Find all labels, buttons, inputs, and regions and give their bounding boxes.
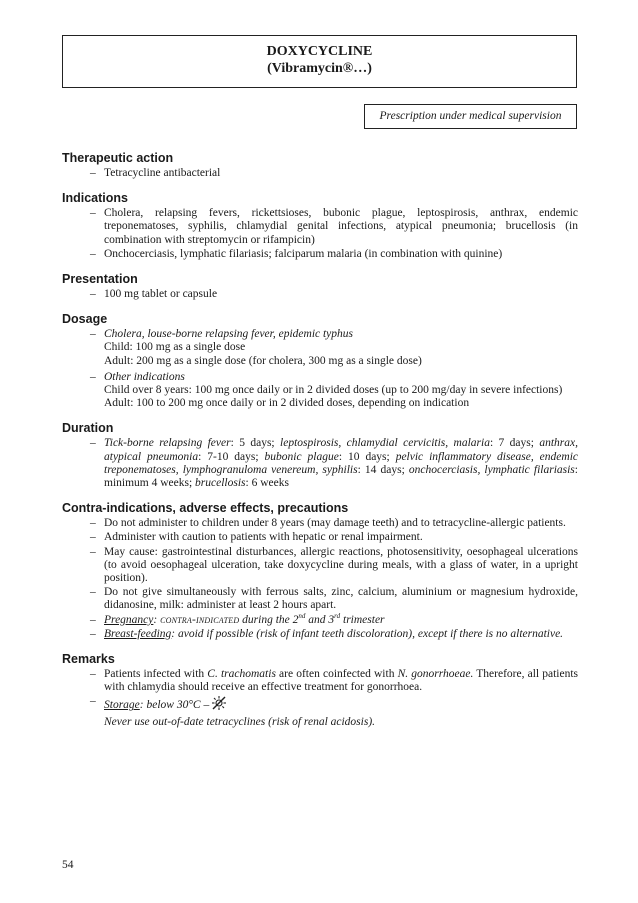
section-heading: Indications (62, 191, 128, 206)
item-text: Do not give simultaneously with ferrous salts, zinc, calcium, aluminium or magnesium hydroxide, didanosine, milk: administer at least 2 hours apart. (104, 586, 578, 612)
list-item: – May cause: gastrointestinal disturbances, allergic reactions, photosensitivity, oesophageal ulcerations (to avoid oesophageal ulceration, take doxycycline during meals, with a glass of water, in a upright position). (90, 545, 578, 585)
pregnancy-text: and 3 (308, 613, 335, 626)
storage-text: : below 30°C – (139, 699, 210, 712)
list-item: – Onchocerciasis, lymphatic filariasis; falciparum malaria (in combination with quinine) (90, 247, 503, 260)
section-contraindications (62, 500, 578, 641)
dosage-group-title: Cholera, louse-borne relapsing fever, epidemic typhus (104, 328, 354, 341)
drug-name: DOXYCYCLINE (266, 44, 373, 59)
storage-item: – Storage: below 30°C – Never use out-of-date tetracyclines (risk of renal acidosis). (62, 695, 578, 728)
page-number: 54 (62, 859, 74, 871)
list-item: – Do not administer to children under 8 years (may damage teeth) and to tetracycline-allergic patients. (90, 517, 566, 530)
list-item: – 100 mg tablet or capsule (90, 288, 218, 301)
item-text: May cause: gastrointestinal disturbances, allergic reactions, photosensitivity, oesophageal ulcerations (to avoid oesophageal ulceration, take doxycycline during meals, with a glass of water, in a upright position). (104, 545, 578, 585)
dosage-child: Child: 100 mg as a single dose (104, 341, 246, 354)
list-item: – Other indications Child over 8 years: 100 mg once daily or in 2 divided doses (up to 200 mg/day in severe infections) Adult: 100 to 200 mg once daily or in 2 divided doses, depending on indication (62, 371, 578, 411)
drug-title-box (62, 35, 577, 88)
section-indications (62, 190, 578, 261)
list-item: – Patients infected with C. trachomatis are often coinfected with N. gonorrhoeae. Therefore, all patients with chlamydia should receive an effective treatment for gonorrhoea. (90, 668, 578, 694)
storage-label: Storage (104, 699, 140, 712)
dosage-adult: Adult: 100 to 200 mg once daily or in 2 divided doses, depending on indication (104, 397, 470, 410)
list-item: – Tetracycline antibacterial (90, 167, 221, 179)
no-light-icon (211, 695, 227, 715)
list-item: – Administer with caution to patients with hepatic or renal impairment. (90, 531, 423, 544)
section-presentation (62, 271, 578, 301)
dosage-group-title: Other indications (104, 370, 185, 383)
monograph-content (62, 150, 578, 734)
list-item: – Tick-borne relapsing fever: 5 days; leptospirosis, chlamydial cervicitis, malaria: 7 days; anthrax, atypical pneumonia: 7-10 days; bubonic plague: 10 days; pelvic inflammatory disease, endemic treponematoses, lymphogranuloma venereum, syphilis: 14 days; onchocerciasis, lymphatic filariasis: minimum 4 weeks; brucellosis: 6 weeks (90, 437, 579, 490)
brand-name: (Vibramycin®…) (267, 61, 372, 76)
item-text: Tetracycline antibacterial (104, 167, 221, 179)
section-heading: Contra-indications, adverse effects, precautions (62, 501, 349, 516)
prescription-note-box (364, 104, 577, 129)
pregnancy-text: trimester (343, 613, 385, 626)
prescription-note: Prescription under medical supervision (379, 110, 562, 122)
item-text: 100 mg tablet or capsule (104, 288, 218, 301)
duration-text: Tick-borne relapsing fever: 5 days; leptospirosis, chlamydial cervicitis, malaria: 7 days; anthrax, atypical pneumonia: 7-10 days; bubonic plague: 10 days; pelvic inflammatory disease, endemic treponematoses, lymphogranuloma venereum, syphilis: 14 days; onchocerciasis, lymphatic filariasis: minimum 4 weeks; brucellosis: 6 weeks (104, 437, 579, 490)
breastfeeding-label: Breast-feeding (104, 627, 172, 640)
list-item: – Cholera, relapsing fevers, rickettsioses, bubonic plague, leptospirosis, anthrax, endemic treponematoses, syphilis, chlamydial genital infections, atypical pneumonia; brucellosis (in combination with streptomycin or rifampicin) (90, 207, 578, 246)
section-remarks (62, 651, 578, 729)
pregnancy-label: Pregnancy (104, 613, 154, 626)
storage-note: Never use out-of-date tetracyclines (risk of renal acidosis). (104, 715, 376, 728)
section-dosage (62, 311, 578, 410)
breastfeeding-item: – Breast-feeding: avoid if possible (risk of infant teeth discoloration), except if there is no alternative. (90, 627, 564, 640)
dosage-adult: Adult: 200 mg as a single dose (for cholera, 300 mg as a single dose) (104, 354, 422, 367)
list-item: – Cholera, louse-borne relapsing fever, epidemic typhus Child: 100 mg as a single dose Adult: 200 mg as a single dose (for cholera, 300 mg as a single dose) (62, 328, 578, 368)
section-duration (62, 420, 578, 490)
item-text: Cholera, relapsing fevers, rickettsioses, bubonic plague, leptospirosis, anthrax, endemic treponematoses, syphilis, chlamydial genital infections, atypical pneumonia; brucellosis (in combination with streptomycin or rifampicin) (104, 207, 578, 246)
section-heading: Therapeutic action (62, 151, 174, 165)
pregnancy-item: – Pregnancy: contra-indicated during the 2nd and 3rd trimester (90, 611, 385, 626)
list-item: – Do not give simultaneously with ferrous salts, zinc, calcium, aluminium or magnesium hydroxide, didanosine, milk: administer at least 2 hours apart. (90, 586, 578, 612)
breastfeeding-text: : avoid if possible (risk of infant teeth discoloration), except if there is no alternative. (171, 627, 564, 640)
dosage-child: Child over 8 years: 100 mg once daily or in 2 divided doses (up to 200 mg/day in severe infections) (104, 384, 563, 397)
item-text: Do not administer to children under 8 years (may damage teeth) and to tetracycline-allergic patients. (104, 517, 566, 530)
section-heading: Presentation (62, 272, 138, 287)
section-heading: Dosage (62, 312, 108, 327)
contraindicated-text: contra-indicated (160, 613, 240, 626)
item-text: Administer with caution to patients with hepatic or renal impairment. (104, 531, 423, 544)
section-heading: Duration (62, 421, 114, 436)
item-text: Onchocerciasis, lymphatic filariasis; falciparum malaria (in combination with quinine) (104, 247, 503, 260)
pregnancy-text: during the 2 (242, 613, 299, 626)
section-therapeutic-action (62, 150, 578, 180)
section-heading: Remarks (62, 652, 115, 667)
